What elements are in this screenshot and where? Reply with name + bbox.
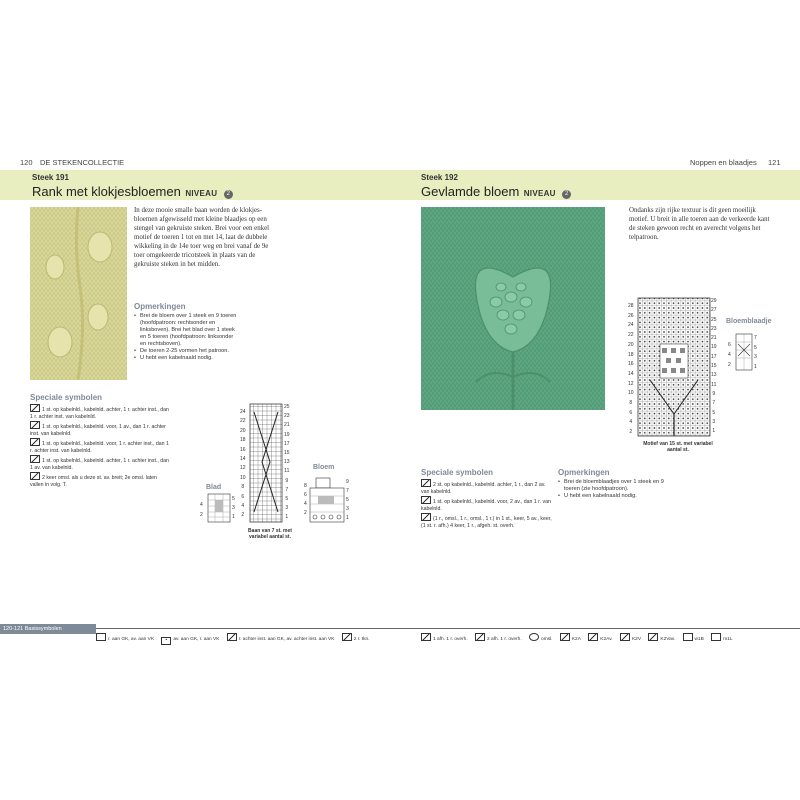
footer-tab: 120-121 Basissymbolen [0,624,96,634]
cable-symbol-icon [30,438,40,446]
footer-legend-item: 1 afh. 1 r. overh. [421,633,468,642]
left-niveau-label: NIVEAU [185,189,218,198]
left-remarks-heading: Opmerkingen [134,302,186,311]
c2f-purl-icon [648,633,658,641]
left-symbol-5: 2 keer omsl. als u deze st. av. breit; 2e omsl. laten vallen in volg. T. [30,472,170,489]
right-main-chart [628,296,720,438]
left-symbols-heading: Speciale symbolen [30,393,103,402]
cable-symbol-icon [421,496,431,504]
petal-chart-label: Bloemblaadje [726,318,772,325]
footer-legend-item: r. achter inst. aan GK, av. achter inst. aan VK [227,633,335,642]
bloem-row-numbers-even: 8 6 4 2 [304,483,307,516]
blad-chart-label: Blad [206,484,222,491]
left-remark-1: • Brei de bloem over 1 steek en 9 toeren (hoofdpatroon: rechtsonder en linksboven). Brei het blad over 1 steek en 5 toeren (hoofdpatroon: linksonder en rechtsboven). [134,313,238,348]
k2tog-icon [342,633,352,641]
cable-symbol-icon [421,479,431,487]
bloem-chart [304,474,354,526]
right-symbol-1: 2 st. op kabelnld., kabelnld. achter, 1 r., dan 2 av. van kabelnld. [421,479,555,496]
left-knit-swatch-photo [30,207,127,380]
petal-chart-grid [728,330,764,374]
footer-rule [0,628,800,629]
footer-right-legend [421,633,739,642]
blad-row-left-2: 2 [200,512,203,518]
right-remarks-list [558,479,678,500]
right-niveau-badge: 2 [562,190,571,199]
right-knit-swatch-photo [421,207,605,410]
left-remarks-list [134,313,238,362]
wrap-icon [683,633,693,641]
right-title-row [421,183,571,201]
bell-flower-knit-illustration [30,207,127,380]
c2b-purl-icon [588,633,598,641]
footer-legend-item: r. aan GK, av. aan VK [96,633,154,642]
c2b-icon [560,633,570,641]
footer-legend-item: K2Vav. [648,633,675,642]
footer-legend-item: 2 afh. 1 r. overh. [475,633,522,642]
purl-dot-icon: • [161,637,171,645]
knit-box-icon [96,633,106,641]
c2f-icon [620,633,630,641]
left-page-number: 120 [20,158,33,167]
left-remark-3: • U hebt een kabelnaald nodig. [134,355,238,362]
right-remark-1: • Brei de bloemblaadjes over 1 steek en 9 toeren (zie hoofdpatroon). [558,479,678,493]
left-intro-text: In deze mooie smalle baan worden de klokjes-bloemen afgewisseld met kleine blaadjes op een stengel van gekruiste steken. Brei voor een enkel motief de toeren 1 tot en met 14, laat de dubbele wikkeling in de 14e toer weg en brei vanaf de 9e toer omgekeerde tricotsteek in plaats van de gekruiste steken in het midden. [134,207,270,268]
right-main-row-numbers-even: 28 26 24 22 20 18 16 14 12 10 8 6 4 2 [628,303,634,436]
right-symbols-heading: Speciale symbolen [421,468,494,477]
left-main-row-numbers-even: 24 22 20 18 16 14 12 10 8 6 4 2 [240,409,246,519]
left-symbol-2: 1 st. op kabelnld., kabelnld. voor, 1 av., dan 1 r. achter inst. van kabelnld. [30,421,170,438]
left-section-title: DE STEKENCOLLECTIE [40,158,125,167]
cable-symbol-icon [30,404,40,412]
bobble-symbol-icon [421,513,431,521]
left-symbols-list [30,404,170,489]
footer-legend-item: K2A [560,633,581,642]
footer-legend-item: K2V [620,633,641,642]
sk2po-icon [475,633,485,641]
left-symbol-3: 1 st. op kabelnld., kabelnld. voor, 1 r. achter inst., dan 1 r. achter inst. van kabelnld. [30,438,170,455]
footer-legend-item: 2 r. tkn. [342,633,370,642]
footer-legend-item: omsl. [529,633,552,642]
right-main-row-numbers-odd: 29 27 25 23 21 19 17 15 13 11 9 7 5 3 1 [711,298,717,435]
right-page-number: 121 [768,158,781,167]
blad-row-right-2: 3 [232,505,235,511]
footer-left-legend [96,633,376,645]
right-remarks-heading: Opmerkingen [558,468,610,477]
right-stitch-number: Steek 192 [421,173,458,182]
left-main-chart-caption: Baan van 7 st. met variabel aantal st. [248,528,292,540]
blad-row-left-1: 4 [200,502,203,508]
left-main-row-numbers-odd: 25 23 21 19 17 15 13 11 9 7 5 3 1 [284,404,290,521]
yarn-over-icon [529,633,539,641]
right-intro-text: Ondanks zijn rijke textuur is dit geen moeilijk motief. U breit in alle toeren aan de verkeerde kant de steken gewoon recht en averecht volgens het telpatroon. [629,207,770,241]
right-symbol-3: (1 r., omsl., 1 r., omsl., 1 r.) in 1 st., keer, 5 av., keer, (1 st. r. afh.) 4 keer, 1 r., afgeh. st. overh. [421,513,555,530]
right-stitch-title: Gevlamde bloem [421,184,520,199]
right-remark-2: • U hebt een kabelnaald nodig. [558,493,678,500]
left-niveau-badge: 2 [224,190,233,199]
skpo-icon [421,633,431,641]
petal-row-numbers-even: 6 4 2 [728,342,731,368]
footer-legend-item: K2Av. [588,633,612,642]
footer-legend-item: • av. aan GK, r. aan VK [161,637,219,645]
right-section-title: Noppen en blaadjes [690,158,757,167]
right-niveau-label: NIVEAU [523,189,556,198]
flame-flower-knit-illustration [421,207,605,410]
right-main-chart-caption: Motief van 15 st. met variabel aantal st. [643,441,713,453]
right-symbol-2: 1 st. op kabelnld., kabelnld. voor, 2 av., dan 1 r. van kabelnld. [421,496,555,513]
left-main-chart [240,402,296,524]
left-remark-2: • De toeren 2-25 vormen het patroon. [134,348,238,355]
cable-symbol-icon [30,421,40,429]
blad-row-right-1: 5 [232,496,235,502]
twisted-knit-icon [227,633,237,641]
blad-chart [200,492,240,524]
blad-row-right-3: 1 [232,514,235,520]
footer-legend-item: m1L [711,633,732,642]
wrap-symbol-icon [30,472,40,480]
left-symbol-1: 1 st. op kabelnld., kabelnld. achter, 1 r. achter inst., dan 1 r. achter inst. van kabelnld. [30,404,170,421]
cable-symbol-icon [30,455,40,463]
right-symbols-list [421,479,555,530]
bloem-chart-label: Bloem [313,464,335,471]
make-one-left-icon [711,633,721,641]
footer-legend-item: w1B [683,633,704,642]
left-stitch-number: Steek 191 [32,173,69,182]
petal-row-numbers-odd: 7 5 3 1 [754,335,757,370]
left-title-row [32,183,233,201]
right-main-chart-grid [628,296,720,438]
left-symbol-4: 1 st. op kabelnld., kabelnld. achter, 1 r. achter inst., dan 1 av. van kabelnld. [30,455,170,472]
left-stitch-title: Rank met klokjesbloemen [32,184,181,199]
bloem-row-numbers-odd: 9 7 5 3 1 [346,479,349,521]
petal-chart [728,330,764,374]
